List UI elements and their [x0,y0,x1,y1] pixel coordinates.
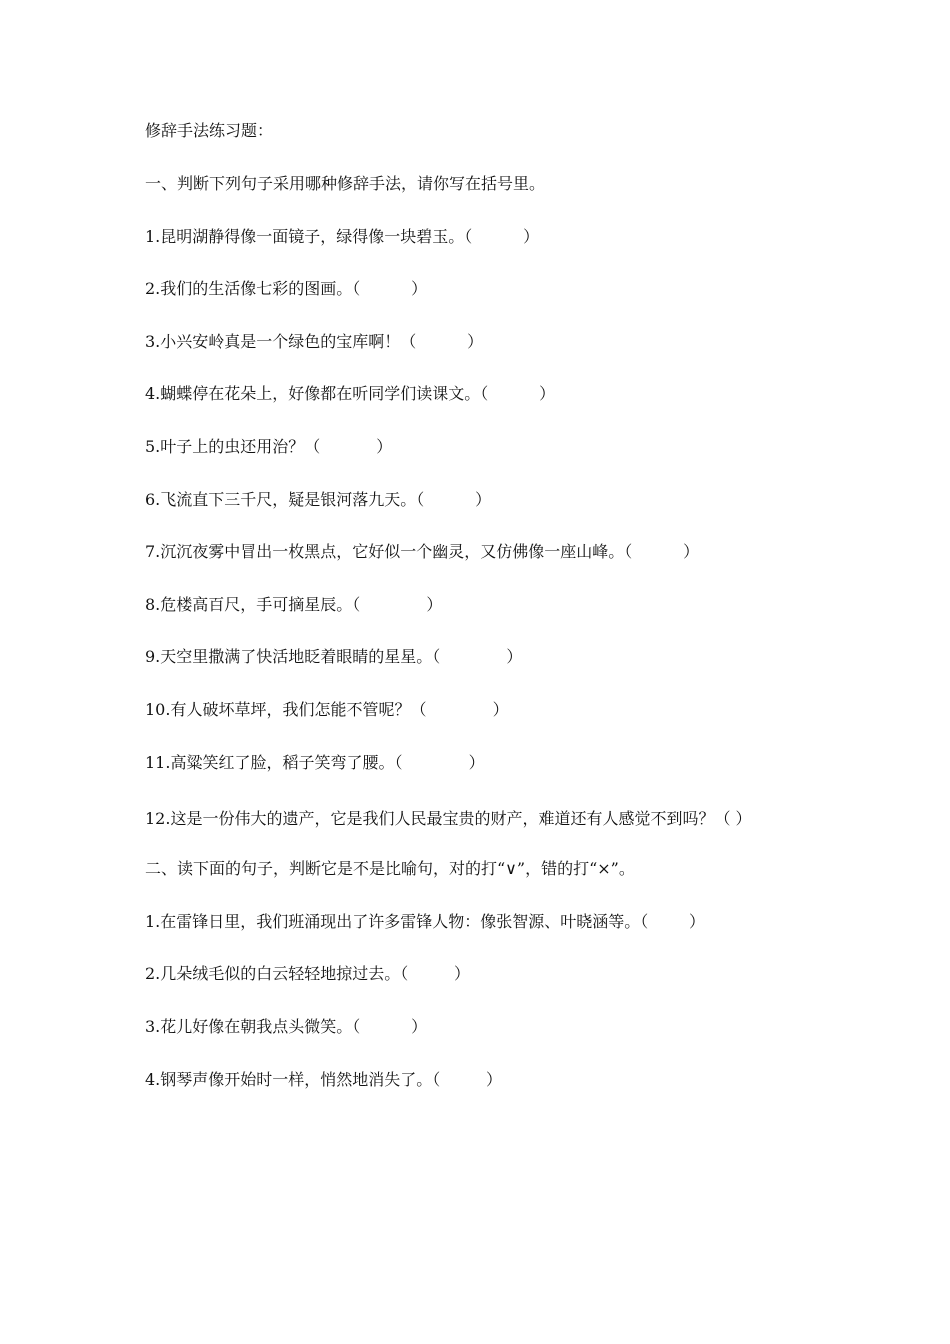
worksheet [145,120,825,1121]
section-1-item: 2.我们的生活像七彩的图画。（ ） [145,279,428,299]
section-1-item: 1.昆明湖静得像一面镜子，绿得像一块碧玉。（ ） [145,226,540,246]
section-1-item: 7.沉沉夜雾中冒出一枚黑点，它好似一个幽灵，又仿佛像一座山峰。（ ） [145,542,700,562]
section-1-item: 8.危楼高百尺，手可摘星辰。（ ） [145,594,443,614]
section-1-item: 10.有人破坏草坪，我们怎能不管呢？（ ） [145,699,509,719]
section-1-heading: 一、判断下列句子采用哪种修辞手法，请你写在括号里。 [145,174,546,193]
section-1-item: 3.小兴安岭真是一个绿色的宝库啊！（ ） [145,331,484,351]
worksheet-title: 修辞手法练习题： [145,121,274,140]
section-2-item: 2.几朵绒毛似的白云轻轻地掠过去。（ ） [145,964,471,984]
section-1-item: 11.高粱笑红了脸，稻子笑弯了腰。（ ） [145,752,485,772]
section-1-item: 6.飞流直下三千尺，疑是银河落九天。（ ） [145,489,492,509]
section-2-item: 4.钢琴声像开始时一样，悄然地消失了。（ ） [145,1069,503,1089]
section-2-item: 3.花儿好像在朝我点头微笑。（ ） [145,1016,428,1036]
section-2-item: 1.在雷锋日里，我们班涌现出了许多雷锋人物：像张智源、叶晓涵等。（ ） [145,911,705,931]
section-1-item: 9.天空里撒满了快活地眨着眼睛的星星。（ ） [145,647,523,667]
section-2-heading: 二、读下面的句子，判断它是不是比喻句，对的打“∨”，错的打“×”。 [145,859,635,879]
section-1-item: 4.蝴蝶停在花朵上，好像都在听同学们读课文。（ ） [145,384,556,404]
section-1-item: 5.叶子上的虫还用治？（ ） [145,436,393,456]
section-1-item: 12.这是一份伟大的遗产，它是我们人民最宝贵的财产，难道还有人感觉不到吗？（ ） [145,809,752,829]
